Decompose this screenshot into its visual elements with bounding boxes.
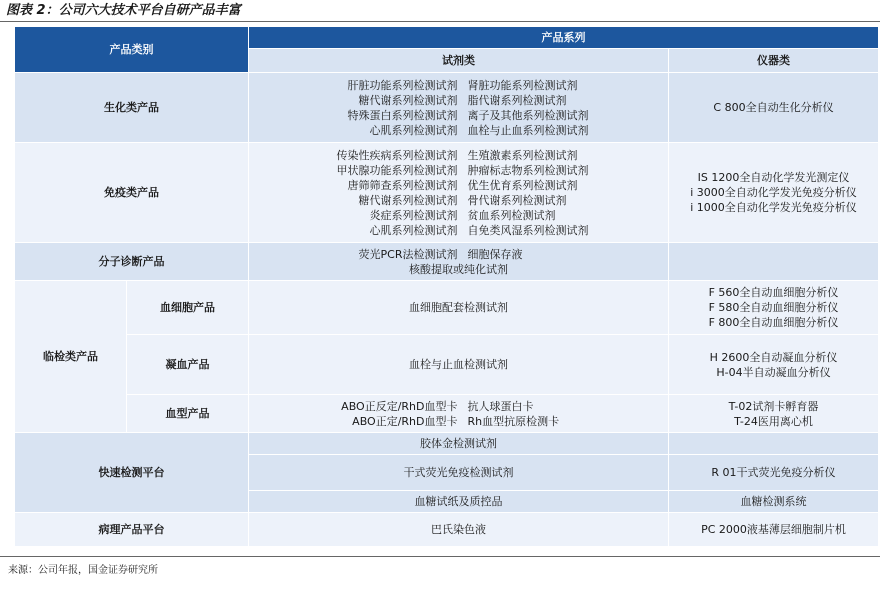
- instruments-immuno: [669, 143, 879, 243]
- reagent-item: 炎症系列检测试剂: [369, 208, 458, 222]
- reagent-item: 核酸提取或纯化试剂: [409, 262, 508, 276]
- reagent-item: 特殊蛋白系列检测试剂: [347, 108, 458, 122]
- table-row-biochem: [15, 73, 879, 143]
- instrument-item: T-02试剂卡孵育器: [728, 399, 819, 413]
- reagent-item: 肝脏功能系列检测试剂: [347, 78, 458, 92]
- instrument-item: IS 1200全自动化学发光测定仪: [697, 171, 850, 184]
- instrument-item: H-04半自动凝血分析仪: [716, 365, 831, 379]
- reagent-item: 脂代谢系列检测试剂: [467, 93, 567, 107]
- instruments-rapid-1: [669, 433, 879, 455]
- instruments-blood-cell: [669, 281, 879, 335]
- reagents-rapid-2: 干式荧光免疫检测试剂: [249, 455, 669, 491]
- instruments-coag: [669, 335, 879, 395]
- instruments-biochem: [669, 73, 879, 143]
- table-row-blood-cell: [15, 281, 879, 335]
- reagent-item: 唐筛筛查系列检测试剂: [347, 178, 458, 192]
- reagent-item: 肿瘤标志物系列检测试剂: [467, 163, 589, 177]
- instruments-molecular: [669, 243, 879, 281]
- header-category: 产品类别: [15, 27, 249, 73]
- reagent-item: 优生优育系列检测试剂: [467, 178, 578, 192]
- table-row-molecular: [15, 243, 879, 281]
- category-molecular: 分子诊断产品: [15, 243, 249, 281]
- reagent-item: 骨代谢系列检测试剂: [467, 193, 567, 207]
- source-divider: [0, 556, 880, 557]
- reagents-pathology: 巴氏染色液: [249, 513, 669, 547]
- reagents-rapid-1: 胶体金检测试剂: [249, 433, 669, 455]
- instruments-rapid-2: R 01干式荧光免疫分析仪: [669, 455, 879, 491]
- instrument-item: i 1000全自动化学发光免疫分析仪: [690, 201, 857, 214]
- header-instrument: 仪器类: [669, 49, 879, 73]
- reagent-item: 肾脏功能系列检测试剂: [467, 78, 578, 92]
- reagents-biochem: [249, 73, 669, 143]
- reagent-item: Rh血型抗原检测卡: [467, 414, 560, 428]
- category-biochem: 生化类产品: [15, 73, 249, 143]
- reagent-item: 抗人球蛋白卡: [467, 399, 534, 413]
- reagents-molecular: [249, 243, 669, 281]
- reagent-item: 细胞保存液: [467, 247, 523, 261]
- reagents-immuno: [249, 143, 669, 243]
- product-table: [14, 26, 879, 547]
- category-pathology: 病理产品平台: [15, 513, 249, 547]
- reagent-item: 离子及其他系列检测试剂: [467, 108, 589, 122]
- reagent-item: 心肌系列检测试剂: [369, 123, 458, 137]
- instrument-item: F 560全自动血细胞分析仪: [708, 286, 839, 299]
- title-divider: [0, 21, 880, 22]
- figure-title: 图表 2：公司六大技术平台自研产品丰富: [6, 3, 241, 18]
- reagent-item: 贫血系列检测试剂: [467, 208, 556, 222]
- reagent-item: ABO正定/RhD血型卡: [352, 414, 458, 428]
- reagent-item: 糖代谢系列检测试剂: [358, 93, 458, 107]
- subcategory-blood-type: 血型产品: [127, 395, 249, 433]
- reagent-item: 血栓与止血系列检测试剂: [467, 123, 589, 137]
- reagents-blood-cell: 血细胞配套检测试剂: [249, 281, 669, 335]
- table-row-blood-type: [15, 395, 879, 433]
- reagent-item: 荧光PCR法检测试剂: [358, 247, 458, 261]
- header-reagent: 试剂类: [249, 49, 669, 73]
- table-row-coag: [15, 335, 879, 395]
- header-series: 产品系列: [249, 27, 879, 49]
- category-clinical: 临检类产品: [15, 281, 127, 433]
- instruments-pathology: PC 2000液基薄层细胞制片机: [669, 513, 879, 547]
- table-row-rapid-1: [15, 433, 879, 455]
- reagent-item: 传染性疾病系列检测试剂: [336, 148, 458, 162]
- category-immuno: 免疫类产品: [15, 143, 249, 243]
- instrument-item: T-24医用离心机: [734, 414, 813, 428]
- instrument-item: F 800全自动血细胞分析仪: [708, 316, 839, 329]
- source-note: 来源：公司年报，国金证券研究所: [8, 565, 158, 576]
- reagents-rapid-3: 血糖试纸及质控品: [249, 491, 669, 513]
- reagent-item: 甲状腺功能系列检测试剂: [336, 163, 458, 177]
- table-row-pathology: [15, 513, 879, 547]
- reagents-coag: 血栓与止血检测试剂: [249, 335, 669, 395]
- reagents-blood-type: [249, 395, 669, 433]
- instruments-rapid-3: 血糖检测系统: [669, 491, 879, 513]
- instrument-item: C 800全自动生化分析仪: [713, 101, 834, 114]
- reagent-item: 糖代谢系列检测试剂: [358, 193, 458, 207]
- instruments-blood-type: [669, 395, 879, 433]
- reagent-item: 生殖激素系列检测试剂: [467, 148, 578, 162]
- reagent-item: 心肌系列检测试剂: [369, 223, 458, 237]
- reagent-item: 自免类风湿系列检测试剂: [467, 223, 589, 237]
- instrument-item: i 3000全自动化学发光免疫分析仪: [690, 186, 857, 199]
- instrument-item: H 2600全自动凝血分析仪: [709, 350, 838, 364]
- category-rapid: 快速检测平台: [15, 433, 249, 513]
- subcategory-blood-cell: 血细胞产品: [127, 281, 249, 335]
- instrument-item: F 580全自动血细胞分析仪: [708, 301, 839, 314]
- table-row-immuno: [15, 143, 879, 243]
- subcategory-coag: 凝血产品: [127, 335, 249, 395]
- reagent-item: ABO正反定/RhD血型卡: [341, 399, 458, 413]
